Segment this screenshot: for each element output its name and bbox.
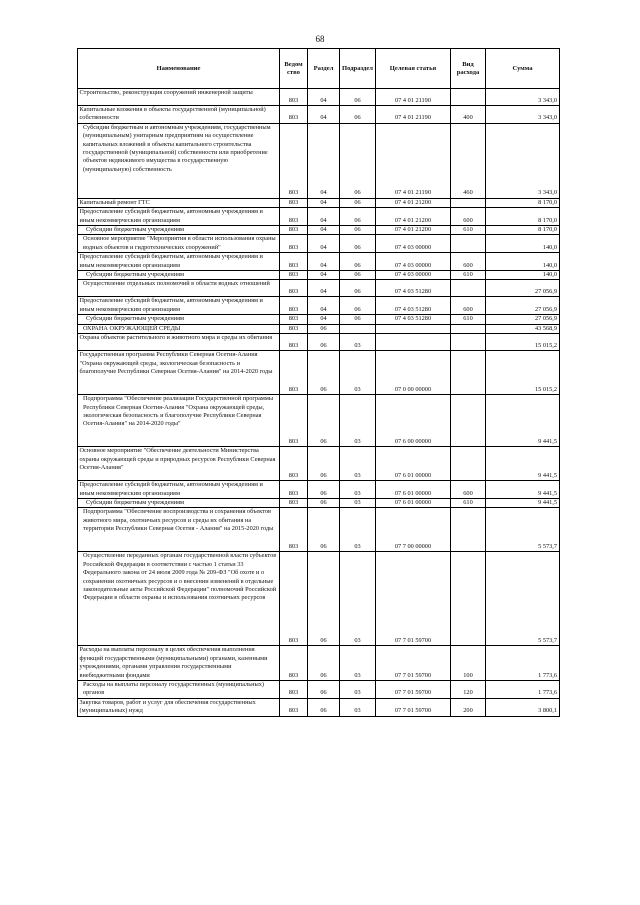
cell-target: 07 4 03 51280 <box>376 297 451 315</box>
cell-section: 06 <box>308 680 340 698</box>
header-target: Целевая статья <box>376 49 451 89</box>
header-section: Раздел <box>308 49 340 89</box>
cell-dept: 803 <box>280 89 308 106</box>
cell-name: Субсидии бюджетным учреждениям <box>78 226 280 235</box>
cell-amount: 15 015,2 <box>486 334 560 351</box>
cell-amount: 140,0 <box>486 235 560 253</box>
cell-amount: 27 056,9 <box>486 297 560 315</box>
cell-subsection: 03 <box>340 508 376 552</box>
table-row <box>78 89 560 106</box>
cell-target: 07 4 03 00000 <box>376 253 451 271</box>
cell-target: 07 4 01 21200 <box>376 198 451 207</box>
table-row <box>78 280 560 297</box>
cell-section: 04 <box>308 235 340 253</box>
cell-subsection: 06 <box>340 235 376 253</box>
cell-subsection: 06 <box>340 106 376 124</box>
header-kind: Вид расхода <box>451 49 486 89</box>
cell-kind <box>451 552 486 646</box>
cell-name: Капитальный ремонт ГТС <box>78 198 280 207</box>
cell-subsection: 06 <box>340 280 376 297</box>
cell-target: 07 6 01 00000 <box>376 447 451 481</box>
table-row <box>78 498 560 507</box>
page-number: 68 <box>315 34 325 44</box>
cell-kind: 200 <box>451 698 486 716</box>
cell-kind <box>451 395 486 447</box>
cell-section: 06 <box>308 447 340 481</box>
cell-name: Предоставление субсидий бюджетным, автономным учреждениям и иным некоммерческим организациям <box>78 297 280 315</box>
cell-name: Осуществление переданных органам государственной власти субъектов Российской Федерации в соответствии с частью 1 статьи 33 Федерального закона от 24 июля 2009 года № 209-ФЗ "Об охоте и о сохранении охотничьих ресурсов и о внесении изменений в отдельные законодательные акты Российской Федерации" полномочий Российской Федерации в области охраны и использования охотничьих ресурсов <box>78 552 280 646</box>
cell-kind: 120 <box>451 680 486 698</box>
cell-target: 07 4 01 21200 <box>376 208 451 226</box>
cell-name: Подпрограмма "Обеспечение воспроизводства и сохранения объектов животного мира, охотничьих ресурсов и среды их обитания на территории Республики Северная Осетия - Алания" на 2015-2020 годы <box>78 508 280 552</box>
cell-amount: 9 441,5 <box>486 447 560 481</box>
cell-amount: 1 773,6 <box>486 680 560 698</box>
cell-kind: 610 <box>451 315 486 324</box>
cell-section: 04 <box>308 280 340 297</box>
cell-target: 07 4 03 00000 <box>376 235 451 253</box>
cell-section: 04 <box>308 271 340 280</box>
cell-dept: 803 <box>280 646 308 681</box>
cell-target: 07 6 01 00000 <box>376 481 451 499</box>
cell-kind: 400 <box>451 106 486 124</box>
table-row <box>78 106 560 124</box>
header-amount: Сумма <box>486 49 560 89</box>
cell-name: Государственная программа Республики Северная Осетия-Алания "Охрана окружающей среды, экологическая безопасность и благополучие Республики Северная Осетия-Алания" на 2014-2020 годы <box>78 351 280 395</box>
cell-dept: 803 <box>280 498 308 507</box>
cell-section: 04 <box>308 315 340 324</box>
cell-target <box>376 324 451 333</box>
table-row <box>78 253 560 271</box>
table-row <box>78 235 560 253</box>
cell-target: 07 7 01 59700 <box>376 646 451 681</box>
cell-dept: 803 <box>280 235 308 253</box>
cell-amount: 8 170,0 <box>486 198 560 207</box>
cell-dept: 803 <box>280 297 308 315</box>
cell-subsection: 03 <box>340 395 376 447</box>
cell-dept: 803 <box>280 447 308 481</box>
cell-section: 06 <box>308 395 340 447</box>
cell-target: 07 6 01 00000 <box>376 498 451 507</box>
cell-kind <box>451 324 486 333</box>
cell-kind <box>451 447 486 481</box>
cell-subsection <box>340 324 376 333</box>
cell-section: 06 <box>308 508 340 552</box>
cell-target: 07 7 01 59700 <box>376 698 451 716</box>
cell-section: 06 <box>308 334 340 351</box>
cell-subsection: 06 <box>340 89 376 106</box>
cell-subsection: 03 <box>340 498 376 507</box>
cell-name: Субсидии бюджетным учреждениям <box>78 271 280 280</box>
cell-subsection: 03 <box>340 698 376 716</box>
cell-dept: 803 <box>280 481 308 499</box>
cell-dept: 803 <box>280 552 308 646</box>
cell-target <box>376 334 451 351</box>
cell-dept: 803 <box>280 106 308 124</box>
cell-kind: 600 <box>451 208 486 226</box>
cell-amount: 43 568,9 <box>486 324 560 333</box>
table-row <box>78 315 560 324</box>
cell-section: 06 <box>308 698 340 716</box>
cell-section: 04 <box>308 226 340 235</box>
cell-name: Охрана объектов растительного и животного мира и среды их обитания <box>78 334 280 351</box>
cell-subsection: 06 <box>340 208 376 226</box>
cell-name: Предоставление субсидий бюджетным, автономным учреждениям и иным некоммерческим организациям <box>78 208 280 226</box>
cell-dept: 803 <box>280 226 308 235</box>
cell-name: Расходы на выплаты персоналу в целях обеспечения выполнения функций государственными (муниципальными) органами, казенными учреждениями, органами управления государственными внебюджетными фондами <box>78 646 280 681</box>
cell-subsection: 03 <box>340 552 376 646</box>
table-row <box>78 698 560 716</box>
cell-dept: 803 <box>280 351 308 395</box>
cell-subsection: 03 <box>340 680 376 698</box>
cell-name: Капитальные вложения в объекты государственной (муниципальной) собственности <box>78 106 280 124</box>
table-row <box>78 297 560 315</box>
cell-name: Строительство, реконструкция сооружений инженерной защиты <box>78 89 280 106</box>
table-row <box>78 447 560 481</box>
table-row <box>78 395 560 447</box>
table-row <box>78 680 560 698</box>
cell-amount: 27 056,9 <box>486 280 560 297</box>
cell-dept: 803 <box>280 315 308 324</box>
cell-dept: 803 <box>280 508 308 552</box>
cell-subsection: 03 <box>340 334 376 351</box>
cell-name: Предоставление субсидий бюджетным, автономным учреждениям и иным некоммерческим организациям <box>78 253 280 271</box>
table-row <box>78 198 560 207</box>
cell-kind <box>451 351 486 395</box>
cell-amount: 9 441,5 <box>486 395 560 447</box>
cell-subsection: 06 <box>340 253 376 271</box>
cell-subsection: 03 <box>340 646 376 681</box>
cell-dept: 803 <box>280 324 308 333</box>
cell-target: 07 4 01 21200 <box>376 226 451 235</box>
cell-subsection: 06 <box>340 297 376 315</box>
cell-section: 06 <box>308 552 340 646</box>
header-subsection: Подраздел <box>340 49 376 89</box>
cell-amount: 5 573,7 <box>486 508 560 552</box>
cell-kind <box>451 198 486 207</box>
cell-target: 07 7 00 00000 <box>376 508 451 552</box>
cell-name: Субсидии бюджетным учреждениям <box>78 498 280 507</box>
cell-section: 06 <box>308 646 340 681</box>
cell-target: 07 4 01 21190 <box>376 89 451 106</box>
table-row <box>78 646 560 681</box>
cell-target: 07 7 01 59700 <box>376 552 451 646</box>
cell-section: 04 <box>308 198 340 207</box>
cell-section: 04 <box>308 106 340 124</box>
cell-kind <box>451 280 486 297</box>
cell-target: 07 4 03 51280 <box>376 315 451 324</box>
cell-dept: 803 <box>280 698 308 716</box>
table-row <box>78 508 560 552</box>
cell-dept: 803 <box>280 280 308 297</box>
cell-section: 06 <box>308 498 340 507</box>
table-row <box>78 208 560 226</box>
table-row <box>78 324 560 333</box>
cell-target: 07 4 03 00000 <box>376 271 451 280</box>
cell-name: Расходы на выплаты персоналу государственных (муниципальных) органов <box>78 680 280 698</box>
table-row <box>78 271 560 280</box>
cell-dept: 803 <box>280 123 308 198</box>
cell-name: Субсидии бюджетным и автономным учреждениям, государственным (муниципальным) унитарным предприятиям на осуществление капитальных вложений в объекты капитального строительства государственной (муниципальной) собственности или приобретение объектов недвижимого имущества в государственную (муниципальную) собственность <box>78 123 280 198</box>
cell-amount: 140,0 <box>486 253 560 271</box>
cell-kind: 600 <box>451 253 486 271</box>
cell-amount: 5 573,7 <box>486 552 560 646</box>
cell-target: 07 7 01 59700 <box>376 680 451 698</box>
cell-dept: 803 <box>280 198 308 207</box>
cell-subsection: 03 <box>340 447 376 481</box>
cell-name: Осуществление отдельных полномочий в области водных отношений <box>78 280 280 297</box>
table-body <box>78 89 560 717</box>
cell-subsection: 03 <box>340 351 376 395</box>
cell-subsection: 06 <box>340 198 376 207</box>
cell-kind: 460 <box>451 123 486 198</box>
cell-subsection: 06 <box>340 123 376 198</box>
cell-name: ОХРАНА ОКРУЖАЮЩЕЙ СРЕДЫ <box>78 324 280 333</box>
cell-section: 06 <box>308 324 340 333</box>
cell-amount: 1 773,6 <box>486 646 560 681</box>
cell-amount: 9 441,5 <box>486 498 560 507</box>
cell-subsection: 03 <box>340 481 376 499</box>
cell-section: 04 <box>308 208 340 226</box>
cell-kind: 610 <box>451 271 486 280</box>
cell-section: 04 <box>308 89 340 106</box>
cell-kind: 600 <box>451 481 486 499</box>
cell-name: Субсидии бюджетным учреждениям <box>78 315 280 324</box>
cell-kind <box>451 235 486 253</box>
cell-dept: 803 <box>280 680 308 698</box>
cell-amount: 140,0 <box>486 271 560 280</box>
cell-amount: 3 343,0 <box>486 123 560 198</box>
cell-kind <box>451 508 486 552</box>
cell-section: 04 <box>308 123 340 198</box>
header-dept: Ведом ство <box>280 49 308 89</box>
cell-target: 07 6 00 00000 <box>376 395 451 447</box>
cell-amount: 3 343,0 <box>486 106 560 124</box>
cell-section: 06 <box>308 351 340 395</box>
cell-kind: 100 <box>451 646 486 681</box>
cell-dept: 803 <box>280 208 308 226</box>
cell-target: 07 4 01 21190 <box>376 123 451 198</box>
cell-target: 07 4 03 51280 <box>376 280 451 297</box>
cell-subsection: 06 <box>340 226 376 235</box>
cell-name: Подпрограмма "Обеспечение реализации Государственной программы Республики Северная Осетия-Алания "Охрана окружающей среды, экологическая безопасность и благополучие Республики Северная Осетия-Алания" на 2014-2020 годы" <box>78 395 280 447</box>
cell-kind <box>451 89 486 106</box>
cell-name: Закупка товаров, работ и услуг для обеспечения государственных (муниципальных) нужд <box>78 698 280 716</box>
cell-section: 04 <box>308 297 340 315</box>
cell-target: 07 0 00 00000 <box>376 351 451 395</box>
cell-dept: 803 <box>280 395 308 447</box>
cell-name: Основное мероприятие "Мероприятия в области использования охраны водных объектов и гидротехнических сооружений" <box>78 235 280 253</box>
cell-amount: 15 015,2 <box>486 351 560 395</box>
cell-name: Основное мероприятие "Обеспечение деятельности Министерства охраны окружающей среды и природных ресурсов Республики Северная Осетия-Алания" <box>78 447 280 481</box>
cell-subsection: 06 <box>340 315 376 324</box>
cell-kind: 610 <box>451 498 486 507</box>
cell-kind: 610 <box>451 226 486 235</box>
table-row <box>78 334 560 351</box>
table-row <box>78 552 560 646</box>
cell-amount: 3 800,1 <box>486 698 560 716</box>
table-row <box>78 226 560 235</box>
cell-section: 04 <box>308 253 340 271</box>
cell-amount: 8 170,0 <box>486 226 560 235</box>
header-name: Наименование <box>78 49 280 89</box>
cell-amount: 9 441,5 <box>486 481 560 499</box>
cell-name: Предоставление субсидий бюджетным, автономным учреждениям и иным некоммерческим организациям <box>78 481 280 499</box>
budget-table <box>77 48 560 717</box>
table-row <box>78 351 560 395</box>
cell-dept: 803 <box>280 334 308 351</box>
cell-amount: 27 056,9 <box>486 315 560 324</box>
cell-dept: 803 <box>280 271 308 280</box>
cell-subsection: 06 <box>340 271 376 280</box>
cell-section: 06 <box>308 481 340 499</box>
cell-dept: 803 <box>280 253 308 271</box>
table-header <box>78 49 560 89</box>
cell-kind <box>451 334 486 351</box>
cell-kind: 600 <box>451 297 486 315</box>
table-row <box>78 123 560 198</box>
cell-amount: 8 170,0 <box>486 208 560 226</box>
table-row <box>78 481 560 499</box>
cell-amount: 3 343,0 <box>486 89 560 106</box>
cell-target: 07 4 01 21190 <box>376 106 451 124</box>
